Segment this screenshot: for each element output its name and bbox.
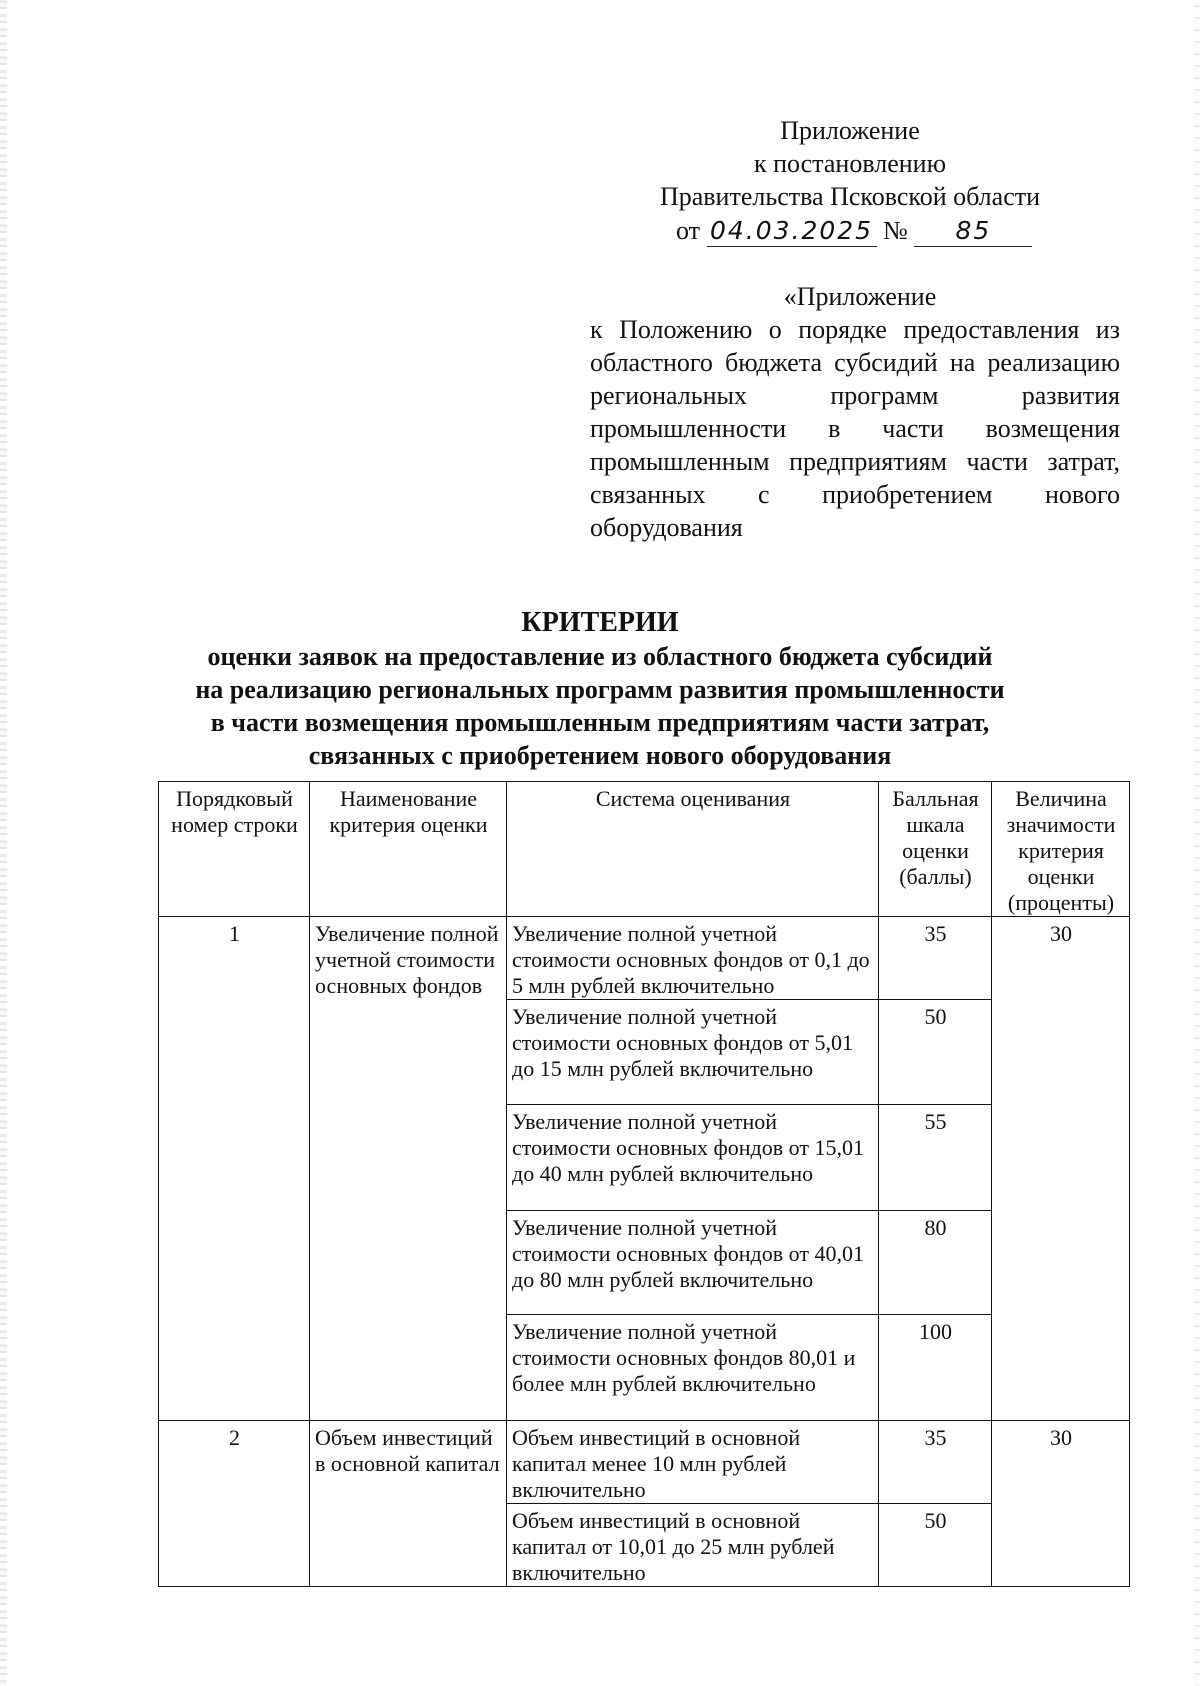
approval-date-line <box>676 214 1032 247</box>
grade-text: Объем инвестиций в основной капитал менее 10 млн рублей включительно <box>507 1421 879 1504</box>
grade-score: 35 <box>879 1421 992 1504</box>
criterion-name: Увеличение полной учетной стоимости основных фондов <box>310 917 507 1421</box>
grade-text: Увеличение полной учетной стоимости основных фондов от 15,01 до 40 млн рублей включительно <box>507 1105 879 1211</box>
grade-score: 35 <box>879 917 992 1000</box>
approval-line-3: Правительства Псковской области <box>659 182 1041 211</box>
header-weight: Величина значимости критерия оценки (проценты) <box>992 782 1130 917</box>
grade-text: Увеличение полной учетной стоимости основных фондов от 0,1 до 5 млн рублей включительно <box>507 917 879 1000</box>
grade-text: Объем инвестиций в основной капитал от 10,01 до 25 млн рублей включительно <box>507 1504 879 1587</box>
number-sign: № <box>883 216 908 245</box>
grade-score: 100 <box>879 1315 992 1421</box>
document-subtitle <box>150 640 1050 772</box>
scan-edge-left <box>0 0 7 1686</box>
header-row-number: Порядковый номер строки <box>159 782 310 917</box>
document-title: КРИТЕРИИ <box>521 607 679 638</box>
header-evaluation-system: Система оценивания <box>507 782 879 917</box>
date-prefix: от <box>676 216 701 245</box>
criterion-name: Объем инвестиций в основной капитал <box>310 1421 507 1587</box>
subtitle-line-2: на реализацию региональных программ развития промышленности <box>195 675 1005 704</box>
grade-score: 50 <box>879 1000 992 1105</box>
criterion-weight: 30 <box>992 917 1130 1421</box>
criteria-table <box>158 781 1130 1587</box>
approval-line-2: к постановлению <box>753 149 947 178</box>
subtitle-line-1: оценки заявок на предоставление из областного бюджета субсидий <box>207 642 993 671</box>
subtitle-line-3: в части возмещения промышленным предприятиям части затрат, <box>210 708 990 737</box>
annex-first-line: «Приложение <box>783 282 937 311</box>
grade-score: 55 <box>879 1105 992 1211</box>
grade-score: 80 <box>879 1211 992 1315</box>
annex-header <box>590 280 1120 313</box>
header-score-scale: Балльная шкала оценки (баллы) <box>879 782 992 917</box>
header-criterion-name: Наименование критерия оценки <box>310 782 507 917</box>
criterion-number: 2 <box>159 1421 310 1587</box>
criterion-number: 1 <box>159 917 310 1421</box>
grade-score: 50 <box>879 1504 992 1587</box>
scan-edge-right <box>1194 0 1200 1686</box>
handwritten-date: 04.03.2025 <box>707 216 877 247</box>
table-header-row <box>159 782 1130 917</box>
subtitle-line-4: связанных с приобретением нового оборудования <box>308 741 892 770</box>
annex-body: к Положению о порядке предоставления из областного бюджета субсидий на реализацию региональных программ развития промышленности в части возмещения промышленным предприятиям части затрат, связанных с приобретением нового оборудования <box>590 315 1120 542</box>
approval-line-1: Приложение <box>780 116 920 145</box>
grade-text: Увеличение полной учетной стоимости основных фондов от 40,01 до 80 млн рублей включительно <box>507 1211 879 1315</box>
table-row <box>159 1421 1130 1504</box>
criterion-weight: 30 <box>992 1421 1130 1587</box>
approval-header <box>640 114 1060 213</box>
table-row <box>159 917 1130 1000</box>
grade-text: Увеличение полной учетной стоимости основных фондов от 5,01 до 15 млн рублей включительно <box>507 1000 879 1105</box>
handwritten-number: 85 <box>914 216 1032 247</box>
grade-text: Увеличение полной учетной стоимости основных фондов 80,01 и более млн рублей включительно <box>507 1315 879 1421</box>
